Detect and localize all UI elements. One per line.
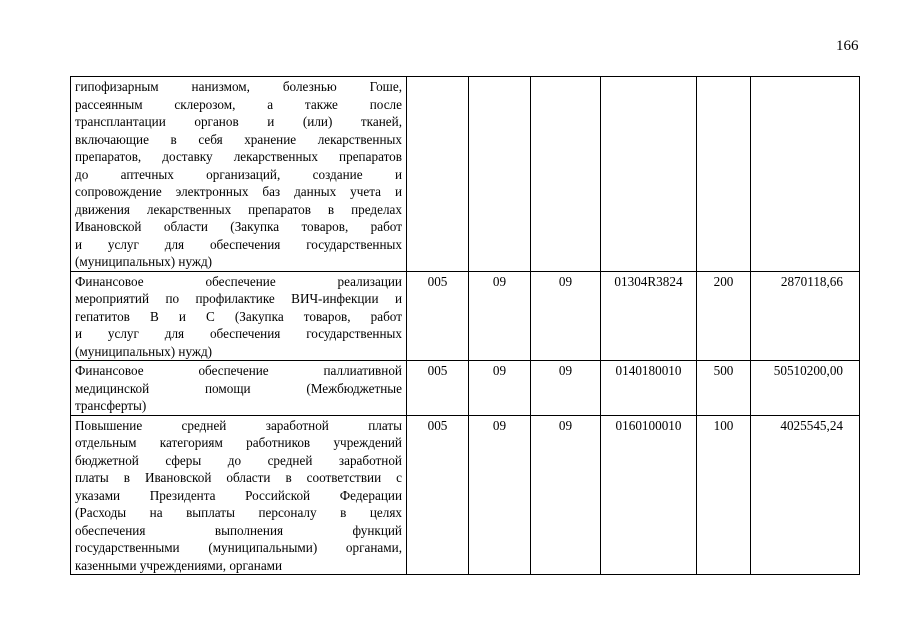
row-description xyxy=(71,271,407,361)
amount-value xyxy=(751,77,860,272)
amount-value: 2870118,66 xyxy=(751,271,860,361)
amount-value: 50510200,00 xyxy=(751,361,860,416)
expense-type-code: 200 xyxy=(697,271,751,361)
description-line: сопровождение электронных баз данных учета и xyxy=(75,184,402,199)
description-line: гипофизарным нанизмом, болезнью Гоше, xyxy=(75,79,402,94)
ministry-code xyxy=(407,77,469,272)
target-article-code: 01304R3824 xyxy=(601,271,697,361)
description-line: мероприятий по профилактике ВИЧ-инфекции и xyxy=(75,291,402,306)
description-line: Финансовое обеспечение паллиативной xyxy=(75,363,402,378)
subsection-code: 09 xyxy=(531,361,601,416)
description-line: бюджетной сферы до средней заработной xyxy=(75,452,402,468)
budget-table xyxy=(70,76,860,575)
subsection-code xyxy=(531,77,601,272)
description-line: движения лекарственных препаратов в пределах xyxy=(75,201,402,217)
description-line: казенными учреждениями, органами xyxy=(75,557,283,573)
subsection-code: 09 xyxy=(531,415,601,575)
ministry-code: 005 xyxy=(407,361,469,416)
table-body xyxy=(71,77,860,575)
description-line: препаратов, доставку лекарственных препаратов xyxy=(75,149,402,164)
section-code: 09 xyxy=(469,415,531,575)
description-line: (муниципальных) нужд) xyxy=(75,254,213,269)
subsection-code: 09 xyxy=(531,271,601,361)
description-line: гепатитов В и С (Закупка товаров, работ xyxy=(75,308,402,324)
description-line: Ивановской области (Закупка товаров, работ xyxy=(75,219,402,234)
expense-type-code xyxy=(697,77,751,272)
target-article-code: 0140180010 xyxy=(601,361,697,416)
table-row xyxy=(71,361,860,416)
target-article-code xyxy=(601,77,697,272)
description-line: указами Президента Российской Федерации xyxy=(75,487,402,503)
description-line: до аптечных организаций, создание и xyxy=(75,166,402,182)
section-code: 09 xyxy=(469,271,531,361)
row-description xyxy=(71,415,407,575)
page-number: 166 xyxy=(836,38,859,54)
description-line: и услуг для обеспечения государственных xyxy=(75,326,402,341)
description-line: трансплантации органов и (или) тканей, xyxy=(75,114,402,129)
expense-type-code: 100 xyxy=(697,415,751,575)
description-line: рассеянным склерозом, а также после xyxy=(75,96,402,112)
ministry-code: 005 xyxy=(407,271,469,361)
table-row xyxy=(71,415,860,575)
section-code: 09 xyxy=(469,361,531,416)
description-line: отдельным категориям работников учреждений xyxy=(75,435,402,450)
description-line: (Расходы на выплаты персоналу в целях xyxy=(75,505,402,520)
description-line: Повышение средней заработной платы xyxy=(75,417,402,433)
description-line: государственными (муниципальными) органами, xyxy=(75,540,402,555)
description-line: обеспечения выполнения функций xyxy=(75,522,402,538)
ministry-code: 005 xyxy=(407,415,469,575)
description-line: трансферты) xyxy=(75,398,147,413)
target-article-code: 0160100010 xyxy=(601,415,697,575)
row-description xyxy=(71,77,407,272)
description-line: включающие в себя хранение лекарственных xyxy=(75,131,402,147)
description-line: (муниципальных) нужд) xyxy=(75,343,213,359)
description-line: медицинской помощи (Межбюджетные xyxy=(75,380,402,396)
description-line: и услуг для обеспечения государственных xyxy=(75,236,402,252)
expense-type-code: 500 xyxy=(697,361,751,416)
table-row xyxy=(71,271,860,361)
table-row xyxy=(71,77,860,272)
description-line: платы в Ивановской области в соответствии с xyxy=(75,470,402,485)
description-line: Финансовое обеспечение реализации xyxy=(75,273,402,289)
row-description xyxy=(71,361,407,416)
section-code xyxy=(469,77,531,272)
amount-value: 4025545,24 xyxy=(751,415,860,575)
